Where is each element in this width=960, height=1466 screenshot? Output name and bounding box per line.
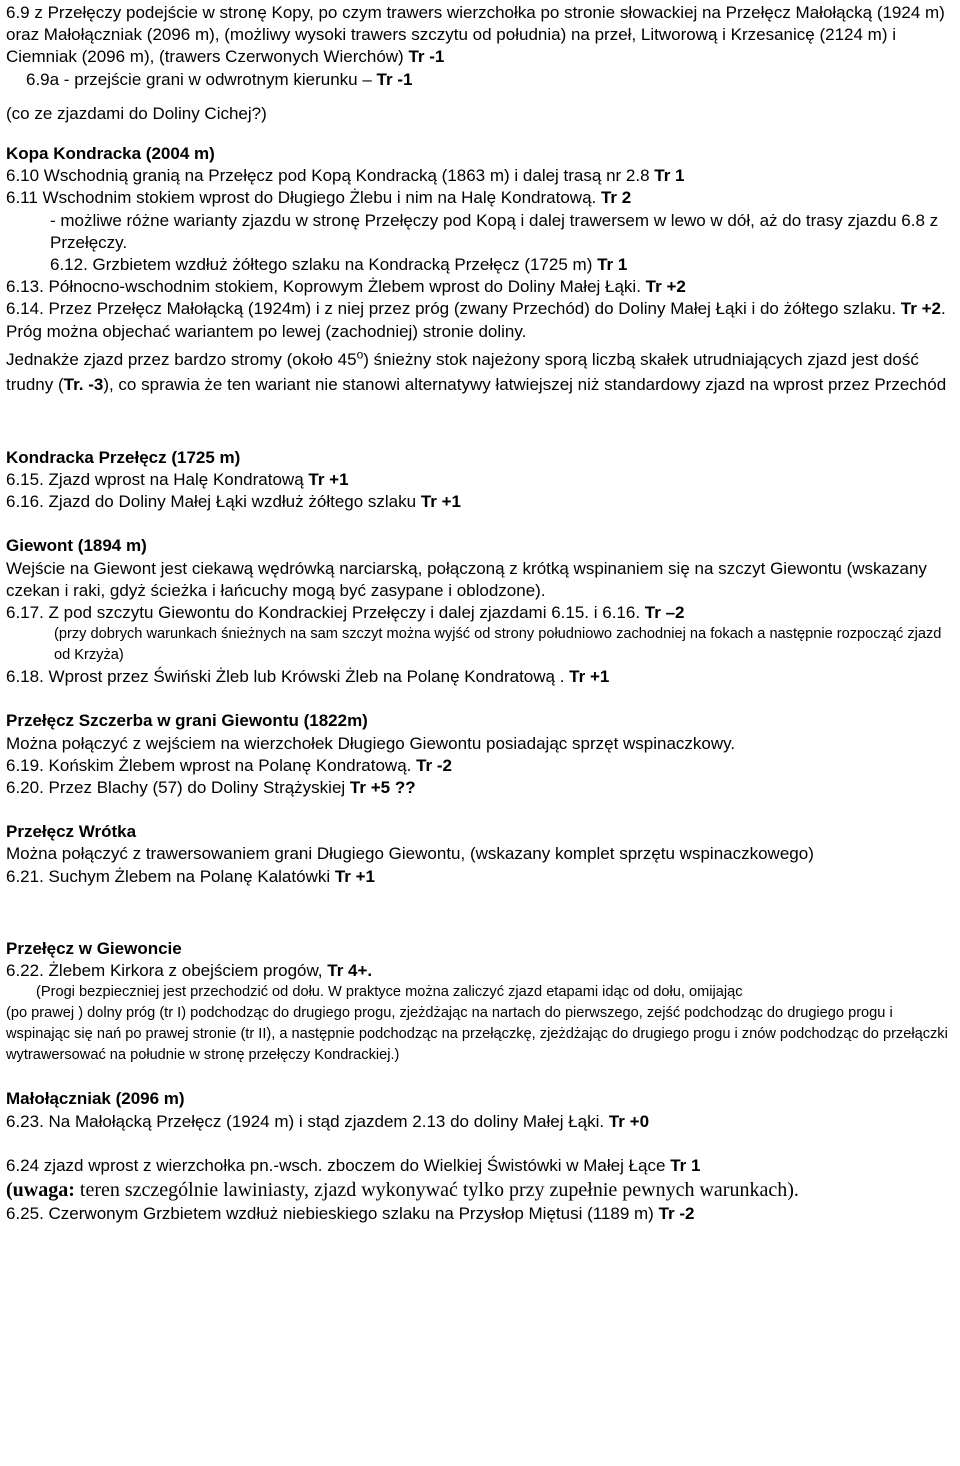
difficulty-grade: Tr –2 [644,603,685,623]
section-heading-giewont: Giewont (1894 m) [6,536,147,556]
difficulty-grade: Tr 1 [670,1155,701,1175]
warning-label: (uwaga: [6,1178,75,1201]
section-heading-wrotka: Przełęcz Wrótka [6,822,137,842]
route-6-9a: 6.9a - przejście grani w odwrotnym kierunku – Tr -1 [26,69,413,89]
route-6-9: 6.9 z Przełęczy podejście w stronę Kopy, po czym trawers wierzchołka po stronie słowackiej na Przełęcz Małołącką (1924 m) oraz Małołączniak (2096 m), (możliwy wysoki trawers szczytu od południa) na przeł, Litworową i Krzesanicę (2124 m) i Ciemniak (2096 m), (trawers Czerwonych Wierchów) Tr -1 [6,3,945,67]
difficulty-grade: Tr 4+. [327,961,373,981]
route-6-13: 6.13. Północno-wschodnim stokiem, Koprowym Żlebem wprost do Doliny Małej Łąki. Tr +2 [6,277,686,297]
section-heading-szczerba: Przełęcz Szczerba w grani Giewontu (1822m) [6,711,368,731]
difficulty-grade: Tr -2 [416,755,453,775]
route-6-23: 6.23. Na Małołącką Przełęcz (1924 m) i stąd zjazdem 2.13 do doliny Małej Łąki. Tr +0 [6,1111,650,1131]
szczerba-description: Można połączyć z wejściem na wierzchołek Długiego Giewontu posiadając sprzęt wspinaczkowy. [6,733,736,753]
route-6-22: 6.22. Żlebem Kirkora z obejściem progów, Tr 4+. [6,961,373,981]
route-6-25: 6.25. Czerwonym Grzbietem wzdłuż niebieskiego szlaku na Przysłop Miętusi (1189 m) Tr -2 [6,1203,695,1223]
route-6-19: 6.19. Końskim Żlebem wprost na Polanę Kondratową. Tr -2 [6,755,453,775]
difficulty-grade: Tr 1 [654,166,685,186]
difficulty-grade: Tr +1 [569,667,610,687]
difficulty-grade: Tr +1 [420,492,461,512]
route-6-15: 6.15. Zjazd wprost na Halę Kondratową Tr +1 [6,470,349,490]
route-6-17: 6.17. Z pod szczytu Giewontu do Kondrackiej Przełęczy i dalej zjazdami 6.15. i 6.16. Tr –2 [6,603,685,623]
route-6-24: 6.24 zjazd wprost z wierzchołka pn.-wsch. zboczem do Wielkiej Świstówki w Małej Łące Tr 1 [6,1155,701,1175]
section-heading-przelecz-w-giewoncie: Przełęcz w Giewoncie [6,938,182,958]
difficulty-grade: Tr 2 [600,188,632,208]
difficulty-grade: Tr +2 [900,299,941,319]
wrotka-description: Można połączyć z trawersowaniem grani Długiego Giewontu, (wskazany komplet sprzętu wspinaczkowego) [6,844,814,864]
difficulty-grade: Tr +1 [334,866,376,886]
difficulty-grade: Tr +2 [645,277,686,297]
route-6-20: 6.20. Przez Blachy (57) do Doliny Strążyskiej Tr +5 ?? [6,778,416,798]
difficulty-grade: Tr -1 [408,47,445,67]
section-heading-kopa-kondracka: Kopa Kondracka (2004 m) [6,144,215,164]
route-6-17-note: (przy dobrych warunkach śnieżnych na sam szczyt można wyjść od strony południowo zachodniej na fokach a następnie rozpocząć zjazd od Krzyża) [54,626,942,664]
route-6-22-note: (po prawej ) dolny próg (tr I) podchodząc do drugiego progu, zjeżdżając na nartach do pierwszego, zejść podchodząc do drugiego progu i wspinając się nań po prawej stronie (tr II), a następnie podchodząc na przełączkę, zjeżdżając do drugiego progu i znów podchodząc do przełączki wytrawersować na południe w stronę przełęczy Kondrackiej.) [6,1005,948,1064]
route-6-21: 6.21. Suchym Żlebem na Polanę Kalatówki Tr +1 [6,866,376,886]
giewont-description: Wejście na Giewont jest ciekawą wędrówką narciarską, połączoną z krótką wspinaniem się na szczyt Giewontu (wskazany czekan i raki, gdyż ścieżka i łańcuchy mogą być zasypane i oblodzone). [6,558,927,600]
route-6-11: 6.11 Wschodnim stokiem wprost do Długiego Żlebu i nim na Halę Kondratową. Tr 2 [6,188,632,208]
section-heading-malolaczniak: Małołączniak (2096 m) [6,1089,185,1109]
route-6-14-comment: Jednakże zjazd przez bardzo stromy (około 45$^o$) śnieżny stok najeżony sporą liczbą skałek utrudniających zjazd jest dość trudny (Tr. -3), co sprawia że ten wariant nie stanowi alternatywy łatwiejszej niż standardowy zjazd na wprost przez Przechód [6,347,947,394]
difficulty-grade: Tr +0 [608,1111,650,1131]
difficulty-grade: Tr. -3 [63,374,104,394]
document-page [6,2,956,1225]
route-6-10: 6.10 Wschodnią granią na Przełęcz pod Kopą Kondracką (1863 m) i dalej trasą nr 2.8 Tr 1 [6,166,685,186]
route-6-11-note: - możliwe różne warianty zjazdu w stronę Przełęczy pod Kopą i dalej trawersem w lewo w dół, aż do trasy zjazdu 6.8 z Przełęczy. [50,210,939,252]
route-6-12: 6.12. Grzbietem wzdłuż żółtego szlaku na Kondracką Przełęcz (1725 m) Tr 1 [50,255,628,275]
route-question-note: (co ze zjazdami do Doliny Cichej?) [6,103,267,123]
route-6-22-note-first-line: (Progi bezpieczniej jest przechodzić od dołu. W praktyce można zaliczyć zjazd etapami idąc od dołu, omijając [36,984,743,1001]
difficulty-grade: Tr +5 ?? [349,778,416,798]
route-6-14: 6.14. Przez Przełęcz Małołącką (1924m) i z niej przez próg (zwany Przechód) do Doliny Małej Łąki i do żółtego szlaku. Tr +2. Próg można objechać wariantem po lewej (zachodniej) stronie doliny. [6,299,946,341]
difficulty-grade: Tr +1 [308,470,349,490]
route-6-16: 6.16. Zjazd do Doliny Małej Łąki wzdłuż żółtego szlaku Tr +1 [6,492,461,512]
route-6-18: 6.18. Wprost przez Świński Żleb lub Krówski Żleb na Polanę Kondratową . Tr +1 [6,667,610,687]
difficulty-grade: Tr -2 [658,1203,695,1223]
avalanche-warning: (uwaga: teren szczególnie lawiniasty, zjazd wykonywać tylko przy zupełnie pewnych warunkach). [6,1178,799,1201]
section-heading-kondracka-przelecz: Kondracka Przełęcz (1725 m) [6,447,241,467]
difficulty-grade: Tr 1 [597,255,628,275]
difficulty-grade: Tr -1 [376,69,413,89]
